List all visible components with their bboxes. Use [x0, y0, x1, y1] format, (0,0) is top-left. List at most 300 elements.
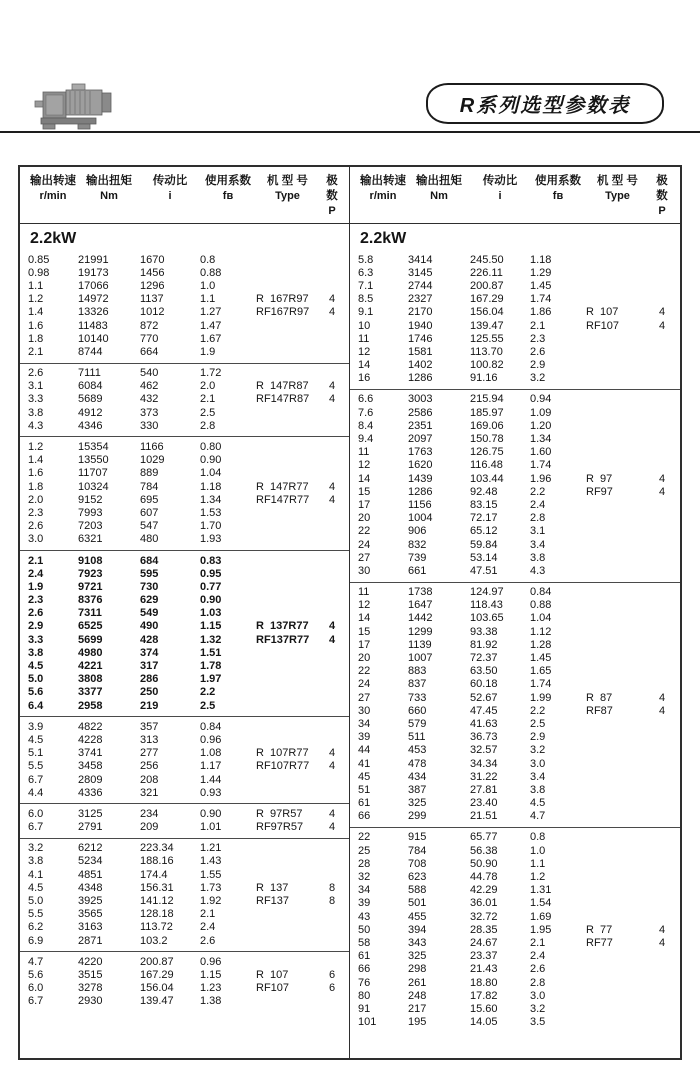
cell-ratio: 1012	[140, 306, 165, 319]
table-row	[358, 485, 680, 498]
cell-torque: 2791	[78, 821, 103, 834]
table-row	[358, 419, 680, 432]
cell-torque: 6084	[78, 380, 103, 393]
header-torque	[408, 174, 470, 218]
table-row	[28, 908, 349, 921]
cell-service-factor: 1.29	[530, 266, 552, 279]
cell-ratio: 174.4	[140, 868, 168, 881]
table-row	[28, 760, 349, 773]
cell-torque: 5234	[78, 855, 103, 868]
cell-type: R 137R77	[256, 620, 309, 633]
cell-service-factor: 3.0	[530, 757, 546, 770]
cell-torque: 1007	[408, 652, 433, 665]
cell-torque: 434	[408, 770, 427, 783]
cell-speed: 5.0	[28, 673, 44, 686]
cell-torque: 299	[408, 810, 427, 823]
cell-ratio: 330	[140, 419, 159, 432]
table-row	[358, 950, 680, 963]
page-title-badge	[426, 83, 664, 124]
cell-torque: 784	[408, 844, 427, 857]
table-row	[28, 506, 349, 519]
table-row	[28, 807, 349, 820]
cell-speed: 2.6	[28, 520, 44, 533]
cell-speed: 51	[358, 783, 371, 796]
cell-speed: 1.4	[28, 454, 44, 467]
cell-torque: 3003	[408, 393, 433, 406]
cell-speed: 15	[358, 625, 371, 638]
cell-torque: 2327	[408, 293, 433, 306]
cell-torque: 13550	[78, 454, 109, 467]
cell-speed: 2.4	[28, 567, 44, 580]
cell-ratio: 428	[140, 633, 159, 646]
cell-service-factor: 1.0	[200, 279, 216, 292]
cell-ratio: 113.72	[140, 921, 173, 934]
cell-speed: 30	[358, 704, 371, 717]
header-model-unit: Type	[605, 190, 630, 202]
cell-speed: 22	[358, 831, 371, 844]
table-row	[358, 432, 680, 445]
cell-type: RF107	[586, 319, 620, 332]
cell-ratio: 234	[140, 807, 159, 820]
table-row	[28, 686, 349, 699]
cell-torque: 9721	[78, 580, 103, 593]
cell-service-factor: 0.88	[530, 599, 552, 612]
cell-torque: 478	[408, 757, 427, 770]
cell-type: R 147R87	[256, 380, 309, 393]
cell-torque: 3163	[78, 921, 103, 934]
table-block	[20, 716, 349, 803]
cell-ratio: 72.17	[470, 512, 498, 525]
table-row	[28, 345, 349, 358]
cell-torque: 579	[408, 717, 427, 730]
gear-motor-photo	[34, 76, 120, 137]
cell-ratio: 629	[140, 594, 159, 607]
table-row	[28, 995, 349, 1008]
cell-ratio: 664	[140, 345, 159, 358]
header-ratio	[140, 174, 200, 218]
cell-torque: 7111	[78, 367, 101, 380]
cell-torque: 10140	[78, 332, 109, 345]
cell-torque: 387	[408, 783, 427, 796]
cell-ratio: 128.18	[140, 908, 174, 921]
header-torque-unit: Nm	[430, 190, 448, 202]
cell-service-factor: 1.69	[530, 910, 552, 923]
table-row	[358, 651, 680, 664]
cell-torque: 261	[408, 976, 427, 989]
cell-speed: 5.6	[28, 686, 44, 699]
cell-ratio: 93.38	[470, 625, 498, 638]
cell-torque: 623	[408, 871, 427, 884]
cell-type: RF97R57	[256, 821, 304, 834]
cell-speed: 3.8	[28, 646, 44, 659]
cell-ratio: 321	[140, 786, 159, 799]
cell-speed: 6.0	[28, 807, 44, 820]
cell-ratio: 36.01	[470, 897, 498, 910]
cell-service-factor: 1.44	[200, 773, 222, 786]
table-row	[28, 659, 349, 672]
cell-torque: 511	[408, 731, 426, 744]
header-model-unit: Type	[275, 190, 300, 202]
cell-torque: 832	[408, 538, 427, 551]
cell-torque: 3278	[78, 982, 103, 995]
table-row	[358, 319, 680, 332]
cell-poles: 4	[328, 380, 336, 393]
cell-ratio: 32.72	[470, 910, 498, 923]
table-row	[28, 921, 349, 934]
cell-torque: 708	[408, 857, 427, 870]
cell-ratio: 44.78	[470, 871, 498, 884]
cell-speed: 9.4	[358, 433, 374, 446]
cell-ratio: 83.15	[470, 498, 498, 511]
cell-speed: 12	[358, 459, 371, 472]
cell-speed: 3.1	[28, 380, 44, 393]
table-header-right	[350, 167, 680, 224]
cell-torque: 1139	[408, 638, 432, 651]
cell-torque: 9108	[78, 554, 103, 567]
cell-service-factor: 0.90	[200, 454, 222, 467]
cell-torque: 5689	[78, 393, 103, 406]
cell-ratio: 156.04	[470, 306, 504, 319]
cell-speed: 2.3	[28, 506, 44, 519]
cell-ratio: 17.82	[470, 989, 498, 1002]
cell-service-factor: 1.03	[200, 607, 222, 620]
cell-type: R 167R97	[256, 293, 309, 306]
header-torque-label: 输出扭矩	[416, 175, 462, 187]
cell-service-factor: 0.90	[200, 594, 222, 607]
cell-type: RF107R77	[256, 760, 310, 773]
cell-torque: 4346	[78, 419, 103, 432]
cell-service-factor: 1.92	[200, 895, 222, 908]
cell-torque: 4221	[78, 660, 103, 673]
table-row	[358, 345, 680, 358]
cell-torque: 19173	[78, 266, 109, 279]
cell-poles: 4	[328, 747, 336, 760]
cell-service-factor: 1.34	[200, 493, 222, 506]
table-row	[358, 446, 680, 459]
cell-poles: 4	[658, 936, 666, 949]
cell-torque: 739	[408, 551, 427, 564]
cell-ratio: 540	[140, 367, 159, 380]
cell-ratio: 1166	[140, 441, 164, 454]
cell-torque: 7203	[78, 520, 103, 533]
table-row	[28, 633, 349, 646]
cell-ratio: 357	[140, 720, 159, 733]
cell-speed: 14	[358, 472, 371, 485]
table-row	[28, 894, 349, 907]
cell-ratio: 462	[140, 380, 159, 393]
cell-torque: 660	[408, 704, 427, 717]
cell-torque: 661	[408, 564, 427, 577]
table-row	[358, 884, 680, 897]
cell-service-factor: 4.5	[530, 797, 546, 810]
cell-torque: 3515	[78, 968, 103, 981]
cell-service-factor: 2.0	[200, 380, 216, 393]
table-row	[28, 773, 349, 786]
cell-service-factor: 0.80	[200, 441, 222, 454]
cell-ratio: 63.50	[470, 665, 498, 678]
cell-torque: 1442	[408, 612, 433, 625]
cell-ratio: 31.22	[470, 770, 498, 783]
table-row	[28, 673, 349, 686]
cell-speed: 66	[358, 810, 371, 823]
cell-service-factor: 1.96	[530, 472, 552, 485]
table-row	[28, 393, 349, 406]
cell-ratio: 770	[140, 332, 159, 345]
cell-type: R 97	[586, 472, 613, 485]
header-service-factor-unit: fʙ	[222, 190, 234, 202]
cell-service-factor: 1.51	[200, 646, 222, 659]
cell-service-factor: 1.23	[200, 982, 222, 995]
table-block	[350, 582, 680, 827]
cell-service-factor: 1.09	[530, 406, 552, 419]
cell-service-factor: 2.1	[200, 393, 216, 406]
cell-ratio: 92.48	[470, 485, 498, 498]
cell-speed: 27	[358, 551, 371, 564]
header-ratio	[470, 174, 530, 218]
cell-speed: 12	[358, 599, 371, 612]
cell-ratio: 1670	[140, 253, 165, 266]
cell-service-factor: 0.93	[200, 786, 222, 799]
cell-torque: 1004	[408, 512, 433, 525]
cell-ratio: 730	[140, 580, 159, 593]
table-row	[28, 533, 349, 546]
cell-speed: 3.8	[28, 406, 44, 419]
cell-service-factor: 2.4	[200, 921, 216, 934]
cell-type: RF107	[256, 982, 290, 995]
cell-torque: 4912	[78, 406, 103, 419]
cell-service-factor: 2.4	[530, 950, 546, 963]
table-row	[358, 564, 680, 577]
table-row	[358, 665, 680, 678]
cell-speed: 5.5	[28, 908, 44, 921]
cell-service-factor: 0.84	[530, 586, 552, 599]
cell-torque: 3925	[78, 895, 103, 908]
cell-service-factor: 1.78	[200, 660, 222, 673]
table-row	[28, 480, 349, 493]
cell-service-factor: 0.8	[200, 253, 216, 266]
cell-ratio: 15.60	[470, 1002, 498, 1015]
cell-ratio: 607	[140, 506, 159, 519]
cell-service-factor: 0.96	[200, 955, 222, 968]
cell-ratio: 889	[140, 467, 159, 480]
cell-ratio: 286	[140, 673, 159, 686]
table-row	[358, 976, 680, 989]
cell-poles: 6	[328, 968, 336, 981]
cell-ratio: 490	[140, 620, 159, 633]
cell-service-factor: 1.21	[200, 842, 222, 855]
cell-type: RF137R77	[256, 633, 310, 646]
section-label-right: 2.2kW	[360, 230, 407, 247]
cell-ratio: 209	[140, 821, 159, 834]
cell-speed: 22	[358, 525, 371, 538]
cell-ratio: 200.87	[140, 955, 174, 968]
cell-ratio: 118.43	[470, 599, 503, 612]
table-row	[28, 733, 349, 746]
header-poles-unit: P	[328, 205, 336, 217]
cell-service-factor: 1.65	[530, 665, 552, 678]
cell-speed: 5.6	[28, 968, 44, 981]
cell-torque: 1581	[408, 345, 433, 358]
cell-ratio: 156.04	[140, 982, 174, 995]
cell-torque: 3808	[78, 673, 103, 686]
cell-service-factor: 1.08	[200, 747, 222, 760]
cell-speed: 6.2	[28, 921, 44, 934]
table-row	[358, 512, 680, 525]
cell-torque: 1439	[408, 472, 433, 485]
cell-speed: 27	[358, 691, 371, 704]
cell-poles: 8	[328, 881, 336, 894]
cell-ratio: 1456	[140, 266, 165, 279]
cell-torque: 1746	[408, 332, 433, 345]
cell-ratio: 432	[140, 393, 159, 406]
table-row	[28, 554, 349, 567]
table-row	[358, 870, 680, 883]
cell-speed: 9.1	[358, 306, 374, 319]
table-row	[358, 691, 680, 704]
cell-torque: 2958	[78, 699, 103, 712]
table-row	[358, 1002, 680, 1015]
cell-service-factor: 1.34	[530, 433, 552, 446]
parameter-table	[18, 165, 682, 1060]
cell-speed: 39	[358, 897, 371, 910]
cell-service-factor: 0.90	[200, 807, 222, 820]
cell-service-factor: 1.43	[200, 855, 222, 868]
cell-torque: 4851	[78, 868, 103, 881]
cell-service-factor: 1.20	[530, 419, 552, 432]
cell-speed: 1.6	[28, 467, 44, 480]
cell-torque: 1620	[408, 459, 433, 472]
cell-service-factor: 3.0	[530, 989, 546, 1002]
table-row	[358, 638, 680, 651]
cell-service-factor: 1.53	[200, 506, 222, 519]
cell-ratio: 14.05	[470, 1016, 498, 1029]
cell-service-factor: 3.8	[530, 783, 546, 796]
cell-torque: 1286	[408, 372, 433, 385]
cell-ratio: 27.81	[470, 783, 498, 796]
cell-ratio: 256	[140, 760, 159, 773]
cell-speed: 3.3	[28, 393, 44, 406]
cell-poles: 4	[658, 306, 666, 319]
cell-speed: 1.2	[28, 293, 44, 306]
table-row	[28, 720, 349, 733]
cell-poles: 4	[658, 472, 666, 485]
cell-speed: 4.5	[28, 733, 44, 746]
table-row	[28, 279, 349, 292]
cell-poles: 4	[328, 807, 336, 820]
table-row	[28, 620, 349, 633]
table-row	[28, 786, 349, 799]
cell-speed: 6.9	[28, 934, 44, 947]
cell-torque: 501	[408, 897, 427, 910]
table-block	[20, 363, 349, 437]
cell-service-factor: 1.45	[530, 279, 552, 292]
cell-speed: 25	[358, 844, 371, 857]
cell-speed: 0.98	[28, 266, 50, 279]
cell-ratio: 18.80	[470, 976, 498, 989]
gear-motor-illustration	[34, 76, 120, 132]
cell-poles: 4	[658, 704, 666, 717]
cell-torque: 1286	[408, 485, 433, 498]
cell-ratio: 56.38	[470, 844, 498, 857]
cell-torque: 455	[408, 910, 427, 923]
cell-torque: 2097	[408, 433, 433, 446]
cell-torque: 394	[408, 923, 427, 936]
header-poles-label: 极 数	[326, 175, 338, 202]
table-row	[358, 586, 680, 599]
cell-ratio: 1296	[140, 279, 165, 292]
table-row	[28, 567, 349, 580]
cell-speed: 6.0	[28, 982, 44, 995]
cell-speed: 3.9	[28, 720, 44, 733]
cell-ratio: 374	[140, 646, 159, 659]
cell-torque: 4220	[78, 955, 103, 968]
cell-poles: 8	[328, 895, 336, 908]
cell-service-factor: 3.2	[530, 744, 546, 757]
cell-ratio: 103.65	[470, 612, 504, 625]
cell-ratio: 60.18	[470, 678, 498, 691]
cell-speed: 1.6	[28, 319, 44, 332]
cell-service-factor: 2.4	[530, 498, 546, 511]
cell-speed: 4.4	[28, 786, 44, 799]
cell-service-factor: 2.6	[530, 345, 546, 358]
cell-speed: 44	[358, 744, 371, 757]
header-speed	[28, 174, 78, 218]
table-row	[28, 855, 349, 868]
table-row	[358, 936, 680, 949]
cell-ratio: 52.67	[470, 691, 498, 704]
header-ratio-unit: i	[168, 190, 172, 202]
table-row	[358, 831, 680, 844]
cell-ratio: 872	[140, 319, 159, 332]
cell-poles: 4	[328, 293, 336, 306]
cell-service-factor: 2.5	[200, 406, 216, 419]
cell-service-factor: 3.8	[530, 551, 546, 564]
cell-speed: 4.5	[28, 881, 44, 894]
cell-type: R 87	[586, 691, 613, 704]
cell-ratio: 215.94	[470, 393, 504, 406]
cell-service-factor: 1.72	[200, 367, 222, 380]
cell-torque: 733	[408, 691, 427, 704]
cell-speed: 20	[358, 512, 371, 525]
header-ratio-unit: i	[498, 190, 502, 202]
cell-torque: 1763	[408, 446, 433, 459]
table-body-right	[350, 250, 680, 1033]
cell-ratio: 156.31	[140, 881, 174, 894]
cell-service-factor: 2.8	[200, 419, 216, 432]
cell-torque: 2170	[408, 306, 433, 319]
table-row	[28, 881, 349, 894]
cell-torque: 217	[408, 1002, 427, 1015]
table-row	[28, 253, 349, 266]
cell-torque: 1156	[408, 498, 432, 511]
cell-service-factor: 1.18	[530, 253, 552, 266]
header-divider	[0, 131, 700, 133]
cell-ratio: 32.57	[470, 744, 498, 757]
cell-service-factor: 2.2	[530, 704, 546, 717]
cell-torque: 915	[408, 831, 427, 844]
header-torque	[78, 174, 140, 218]
cell-ratio: 103.44	[470, 472, 504, 485]
table-row	[358, 279, 680, 292]
table-row	[28, 520, 349, 533]
cell-poles: 4	[328, 393, 336, 406]
cell-torque: 8744	[78, 345, 103, 358]
cell-service-factor: 0.94	[530, 393, 552, 406]
cell-speed: 5.5	[28, 760, 44, 773]
table-row	[28, 934, 349, 947]
cell-type: R 137	[256, 881, 289, 894]
cell-ratio: 139.47	[140, 995, 174, 1008]
